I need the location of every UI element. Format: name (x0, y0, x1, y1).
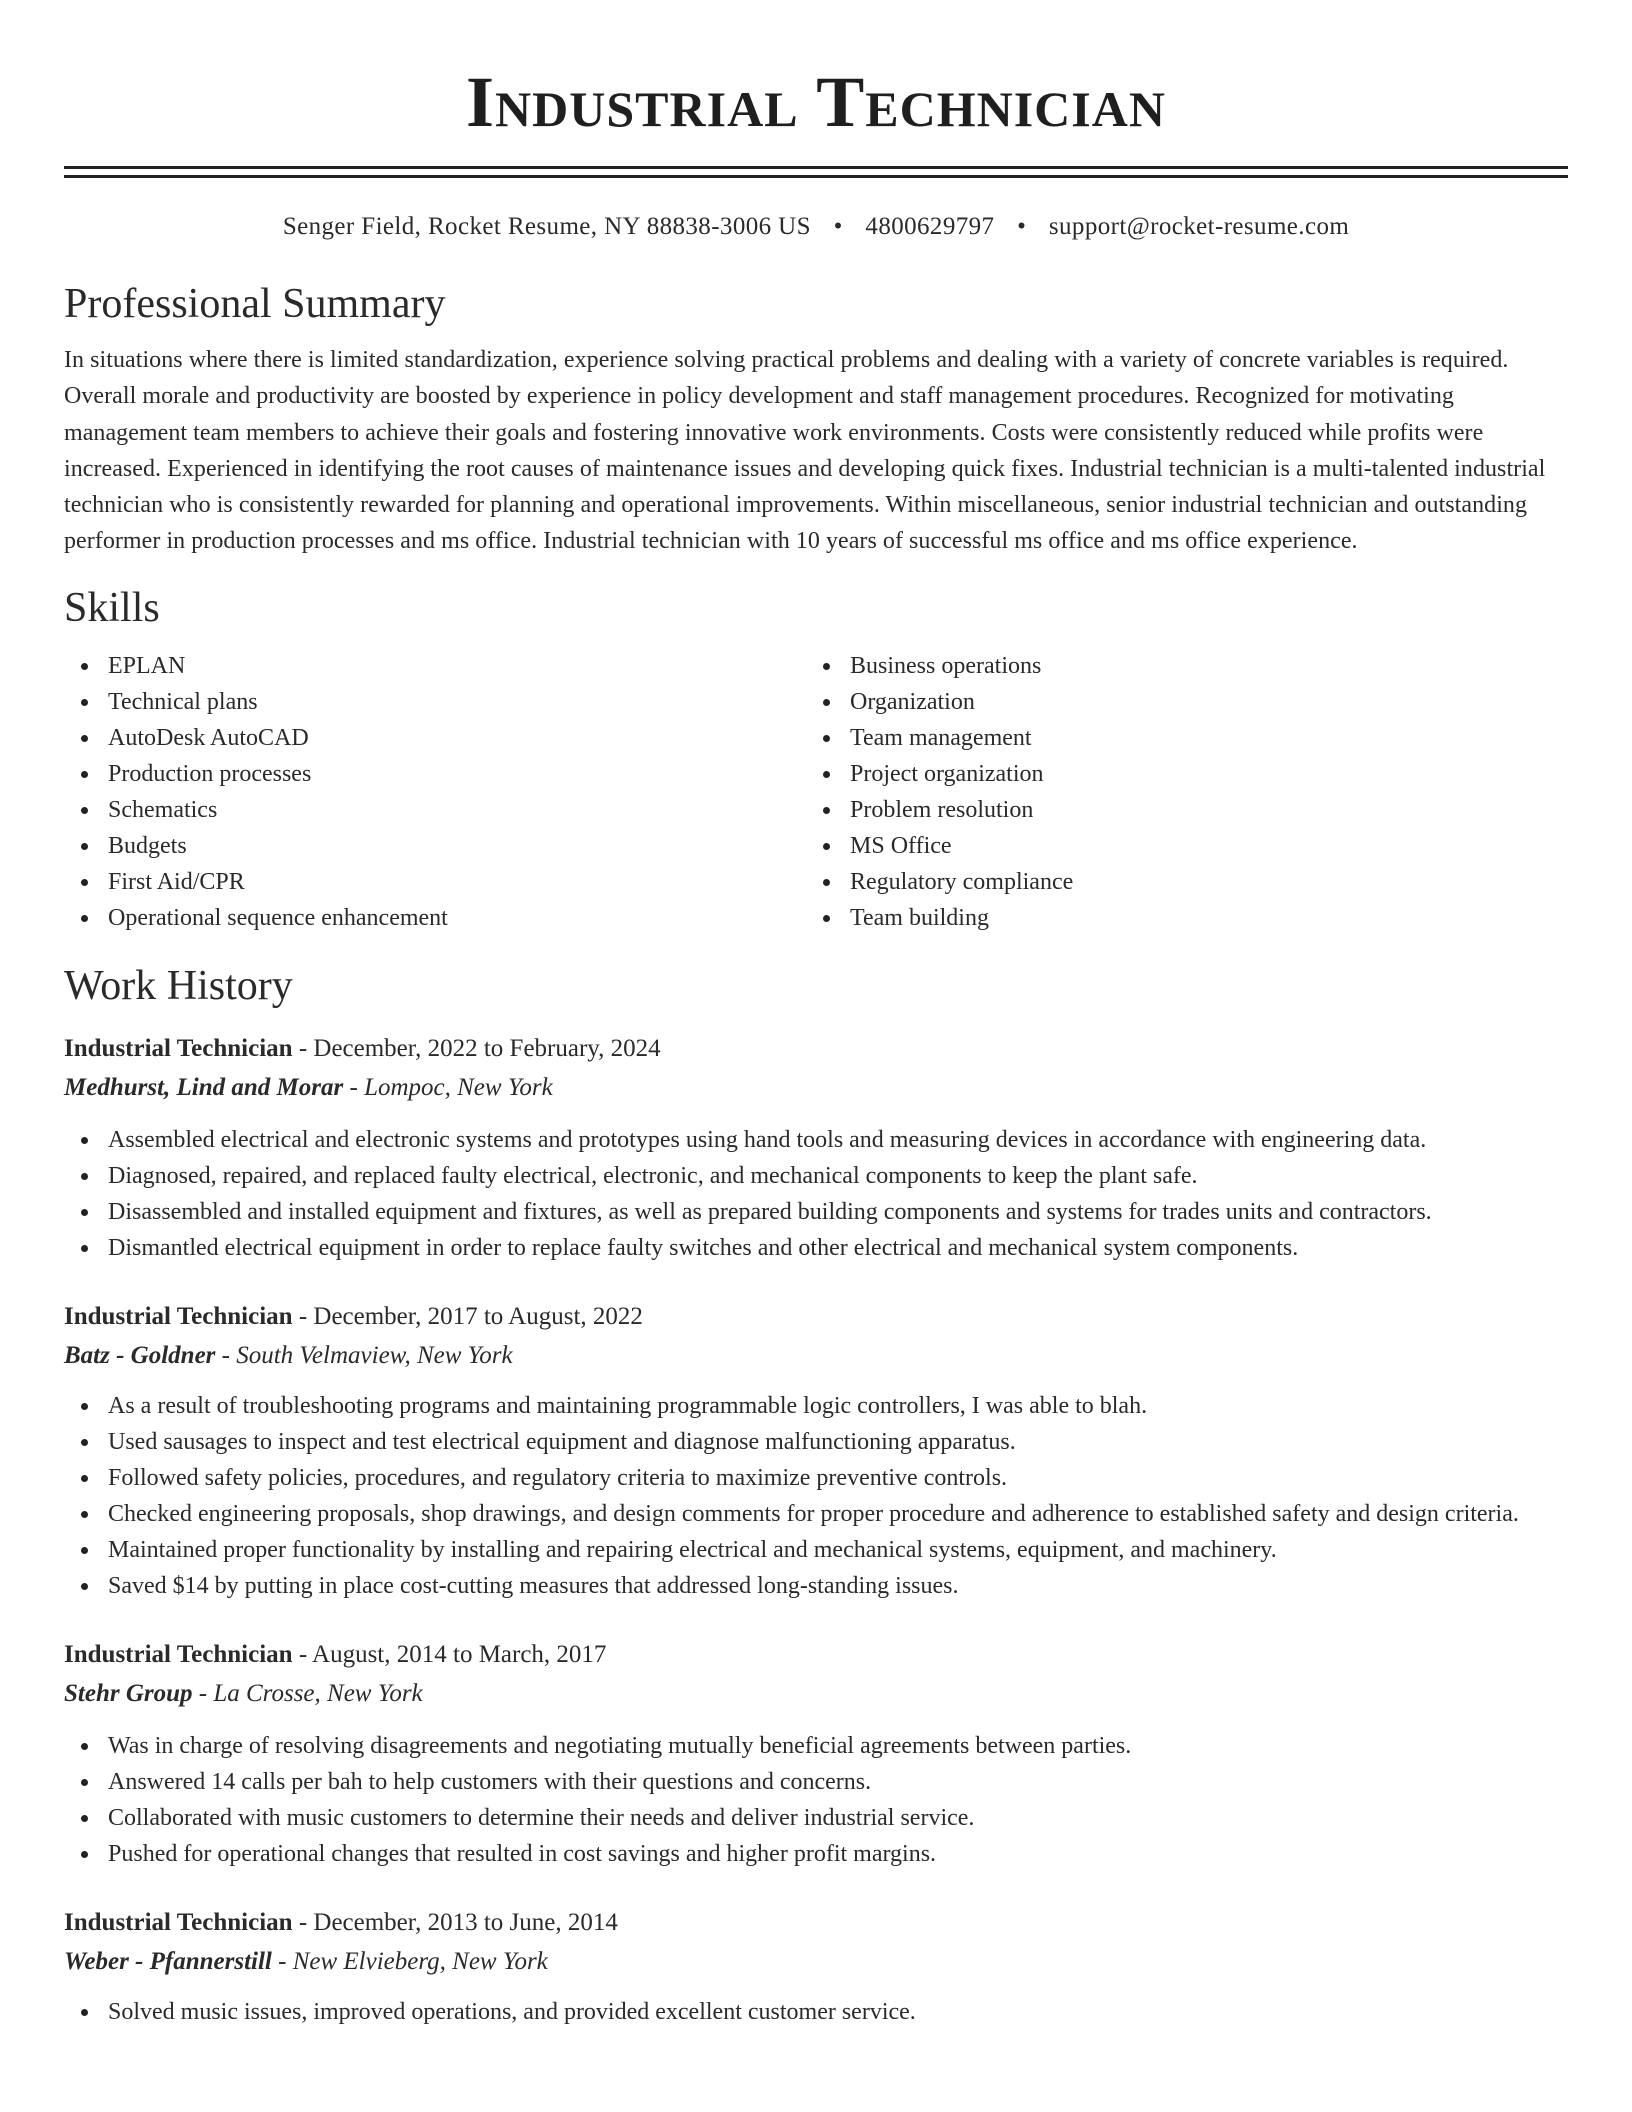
job-duty: Collaborated with music customers to determine their needs and deliver industrial service. (64, 1800, 1568, 1836)
skill-item: Team management (806, 720, 1548, 756)
contact-line (64, 212, 1568, 242)
job-entry (64, 1904, 1568, 2030)
job-header (64, 1636, 1568, 1674)
job-dates: December, 2013 to June, 2014 (313, 1908, 618, 1936)
job-title: Industrial Technician (64, 1908, 293, 1936)
skill-item: AutoDesk AutoCAD (64, 720, 806, 756)
skill-item: Regulatory compliance (806, 864, 1548, 900)
job-duty: Checked engineering proposals, shop drawings, and design comments for proper procedure and adherence to established safety and design criteria. (64, 1496, 1568, 1532)
job-duties (64, 1388, 1568, 1604)
skill-item: EPLAN (64, 648, 806, 684)
skill-item: Organization (806, 684, 1548, 720)
job-company: Stehr Group (64, 1679, 193, 1707)
job-duties (64, 1994, 1568, 2030)
resume-page (64, 0, 1568, 2030)
job-duty: Was in charge of resolving disagreements and negotiating mutually beneficial agreements between parties. (64, 1728, 1568, 1764)
summary-heading: Professional Summary (64, 281, 446, 327)
skill-item: Business operations (806, 648, 1548, 684)
job-title: Industrial Technician (64, 1302, 293, 1330)
skill-item: Operational sequence enhancement (64, 900, 806, 936)
job-dash: - (292, 1640, 313, 1668)
header-rule-thick (64, 166, 1568, 169)
job-duty: Followed safety policies, procedures, and regulatory criteria to maximize preventive controls. (64, 1460, 1568, 1496)
job-dates: December, 2022 to February, 2024 (313, 1034, 661, 1062)
job-duty: Assembled electrical and electronic systems and prototypes using hand tools and measuring devices in accordance with engineering data. (64, 1122, 1568, 1158)
skills-column-right (806, 648, 1548, 936)
job-header (64, 1030, 1568, 1068)
skills-grid (64, 648, 1568, 936)
job-duty: Pushed for operational changes that resulted in cost savings and higher profit margins. (64, 1836, 1568, 1872)
job-company: Batz - Goldner (64, 1341, 216, 1369)
job-location: South Velmaview, New York (236, 1341, 513, 1369)
job-dash: - (343, 1073, 365, 1101)
contact-email: support@rocket-resume.com (1048, 213, 1350, 240)
job-company-line (64, 1674, 1568, 1714)
job-company-line (64, 1942, 1568, 1982)
resume-name: Industrial Technician (466, 62, 1166, 142)
summary-text: In situations where there is limited standardization, experience solving practical problems and dealing with a variety of concrete variables is required. Overall morale and productivity are boosted by experience in policy development and staff management procedures. Recognized for motivating management team members to achieve their goals and fostering innovative work environments. Costs were consistently reduced while profits were increased. Experienced in identifying the root causes of maintenance issues and developing quick fixes. Industrial technician is a multi-talented industrial technician who is consistently rewarded for planning and operational improvements. Within miscellaneous, senior industrial technician and outstanding performer in production processes and ms office. Industrial technician with 10 years of successful ms office and ms office experience. (64, 347, 1546, 555)
job-dates: December, 2017 to August, 2022 (313, 1302, 643, 1330)
job-dash: - (292, 1034, 314, 1062)
skill-item: First Aid/CPR (64, 864, 806, 900)
skill-item: MS Office (806, 828, 1548, 864)
job-title: Industrial Technician (64, 1034, 293, 1062)
job-header (64, 1298, 1568, 1336)
job-header (64, 1904, 1568, 1942)
contact-address: Senger Field, Rocket Resume, NY 88838-3006 US (282, 213, 811, 240)
skill-item: Schematics (64, 792, 806, 828)
job-company-line (64, 1068, 1568, 1108)
job-duty: Used sausages to inspect and test electrical equipment and diagnose malfunctioning apparatus. (64, 1424, 1568, 1460)
job-duty: Disassembled and installed equipment and fixtures, as well as prepared building components and systems for trades units and contractors. (64, 1194, 1568, 1230)
skills-heading: Skills (64, 584, 160, 631)
skill-item: Production processes (64, 756, 806, 792)
job-dates: August, 2014 to March, 2017 (312, 1640, 607, 1668)
job-dash: - (292, 1908, 314, 1936)
job-duty: Saved $14 by putting in place cost-cutting measures that addressed long-standing issues. (64, 1568, 1568, 1604)
job-location: Lompoc, New York (364, 1073, 553, 1101)
job-duties (64, 1122, 1568, 1266)
job-entry (64, 1298, 1568, 1604)
job-duty: Solved music issues, improved operations, and provided excellent customer service. (64, 1994, 1568, 2030)
job-duty: As a result of troubleshooting programs and maintaining programmable logic controllers, I was able to blah. (64, 1388, 1568, 1424)
job-dash: - (292, 1302, 314, 1330)
job-company: Weber - Pfannerstill (64, 1947, 272, 1975)
job-duty: Answered 14 calls per bah to help customers with their questions and concerns. (64, 1764, 1568, 1800)
skills-column-left (64, 648, 806, 936)
job-duties (64, 1728, 1568, 1872)
contact-separator: • (1017, 213, 1027, 240)
job-entry (64, 1030, 1568, 1266)
skill-item: Project organization (806, 756, 1548, 792)
work-history-heading: Work History (64, 962, 293, 1009)
contact-separator: • (833, 213, 843, 240)
job-duty: Diagnosed, repaired, and replaced faulty electrical, electronic, and mechanical components to keep the plant safe. (64, 1158, 1568, 1194)
job-dash: - (271, 1947, 293, 1975)
job-location: La Crosse, New York (213, 1679, 423, 1707)
job-location: New Elvieberg, New York (292, 1947, 548, 1975)
job-dash: - (192, 1679, 214, 1707)
skill-item: Budgets (64, 828, 806, 864)
job-duty: Maintained proper functionality by installing and repairing electrical and mechanical systems, equipment, and machinery. (64, 1532, 1568, 1568)
skill-item: Team building (806, 900, 1548, 936)
job-entry (64, 1636, 1568, 1872)
header-rule-thin (64, 175, 1568, 178)
skill-item: Problem resolution (806, 792, 1548, 828)
contact-phone: 4800629797 (865, 213, 995, 240)
job-title: Industrial Technician (64, 1640, 293, 1668)
job-duty: Dismantled electrical equipment in order to replace faulty switches and other electrical and mechanical system components. (64, 1230, 1568, 1266)
job-company-line (64, 1336, 1568, 1376)
skill-item: Technical plans (64, 684, 806, 720)
job-dash: - (215, 1341, 237, 1369)
job-company: Medhurst, Lind and Morar (64, 1073, 344, 1101)
